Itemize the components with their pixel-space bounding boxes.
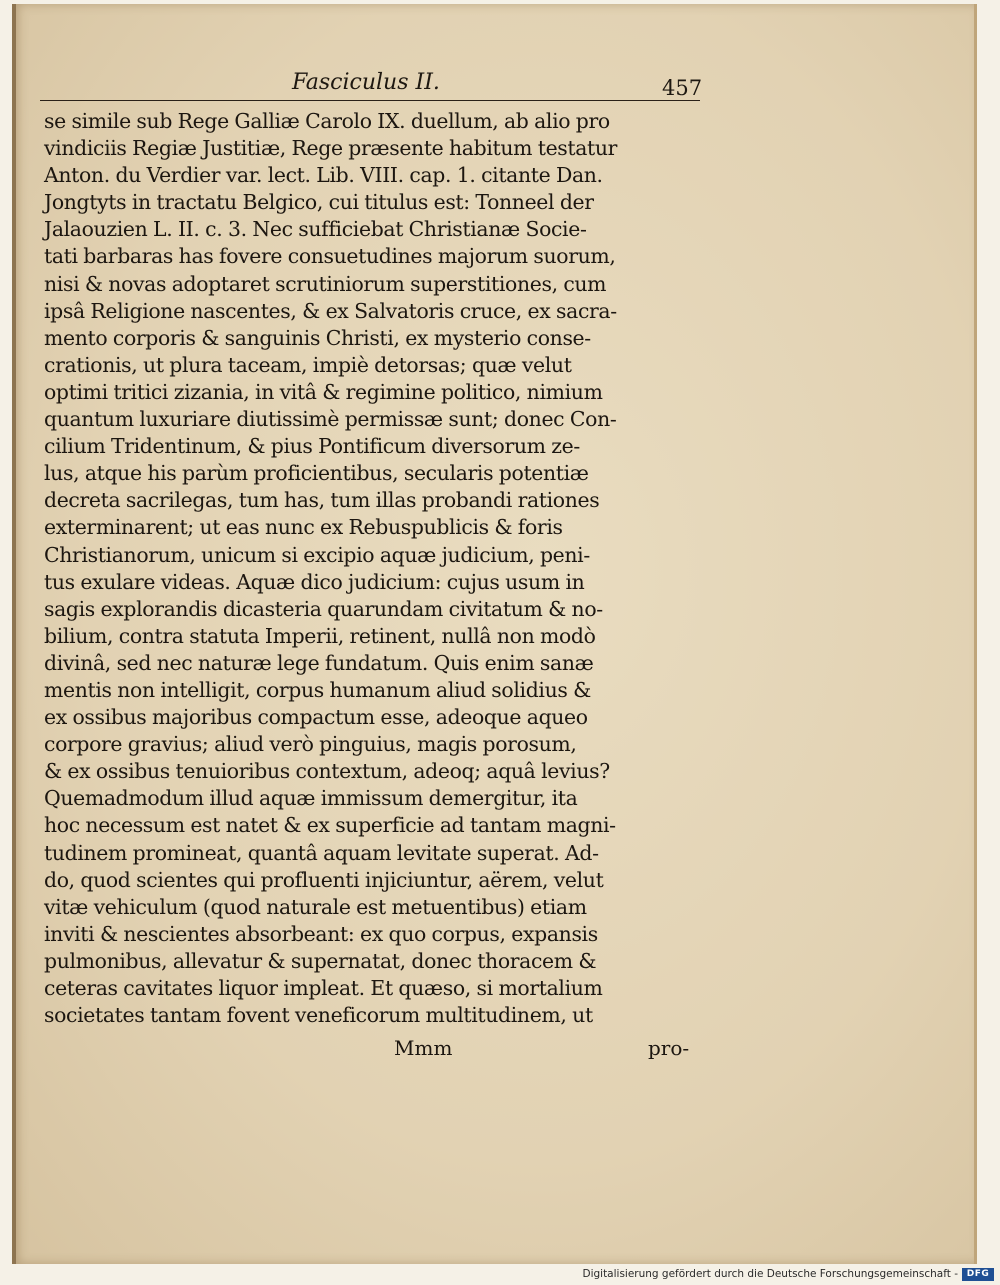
text-line: bilium, contra statuta Imperii, retinent, nullâ non modò [44,623,596,648]
signature-mark: Mmm [394,1036,453,1060]
text-line: tus exulare videas. Aquæ dico judicium: cujus usum in [44,569,585,594]
text-line: sagis explorandis dicasteria quarundam civitatum & no- [44,596,603,621]
text-line: nisi & novas adoptaret scrutiniorum superstitiones, cum [44,271,607,296]
text-line: corpore gravius; aliud verò pinguius, magis porosum, [44,732,577,757]
text-line: quantum luxuriare diutissimè permissæ sunt; donec Con- [44,407,617,432]
page-number: 457 [662,76,703,100]
text-line: lus, atque his parùm proficientibus, secularis potentiæ [44,461,589,486]
text-line: decreta sacrilegas, tum has, tum illas probandi rationes [44,488,600,513]
text-line: Quemadmodum illud aquæ immissum demergitur, ita [44,786,578,811]
text-line: Jongtyts in tractatu Belgico, cui titulus est: Tonneel der [44,190,594,215]
text-line: mento corporis & sanguinis Christi, ex mysterio conse- [44,325,591,350]
text-line: ex ossibus majoribus compactum esse, adeoque aqueo [44,705,588,730]
text-line: societates tantam fovent veneficorum multitudinem, ut [44,1003,593,1028]
text-line: vitæ vehiculum (quod naturale est metuentibus) etiam [44,894,587,919]
text-line: optimi tritici zizania, in vitâ & regimine politico, nimium [44,379,603,404]
text-line: tati barbaras has fovere consuetudines majorum suorum, [44,244,616,269]
text-line: & ex ossibus tenuioribus contextum, adeoq; aquâ levius? [44,759,610,784]
book-page [12,4,977,1264]
text-line: vindiciis Regiæ Justitiæ, Rege præsente habitum testatur [44,136,618,161]
text-line: se simile sub Rege Galliæ Carolo IX. duellum, ab alio pro [44,109,610,133]
text-line: tudinem promineat, quantâ aquam levitate superat. Ad- [44,840,599,865]
catchword: pro- [648,1036,690,1060]
text-line: exterminarent; ut eas nunc ex Rebuspublicis & foris [44,515,563,540]
text-line: divinâ, sed nec naturæ lege fundatum. Quis enim sanæ [44,650,594,675]
dfg-logo-icon: DFG [962,1268,994,1281]
text-line: pulmonibus, allevatur & supernatat, donec thoracem & [44,948,597,973]
funding-credit: Digitalisierung gefördert durch die Deutsche Forschungsgemeinschaft - [582,1268,958,1280]
text-line: ipsâ Religione nascentes, & ex Salvatoris cruce, ex sacra- [44,298,617,323]
text-line: Anton. du Verdier var. lect. Lib. VIII. cap. 1. citante Dan. [44,163,603,188]
running-head: Fasciculus II. [292,70,440,95]
text-line: hoc necessum est natet & ex superficie ad tantam magni- [44,813,616,838]
body-text [44,108,709,1029]
text-line: inviti & nescientes absorbeant: ex quo corpus, expansis [44,921,598,946]
text-line: crationis, ut plura taceam, impiè detorsas; quæ velut [44,352,572,377]
text-line: cilium Tridentinum, & pius Pontificum diversorum ze- [44,434,580,459]
text-line: ceteras cavitates liquor impleat. Et quæso, si mortalium [44,976,603,1000]
text-line: mentis non intelligit, corpus humanum aliud solidius & [44,677,591,702]
header-rule [40,100,700,101]
text-line: Jalaouzien L. II. c. 3. Nec sufficiebat Christianæ Socie- [44,217,587,242]
text-line: Christianorum, unicum si excipio aquæ judicium, peni- [44,542,590,567]
text-line: do, quod scientes qui profluenti injiciuntur, aërem, velut [44,867,604,892]
